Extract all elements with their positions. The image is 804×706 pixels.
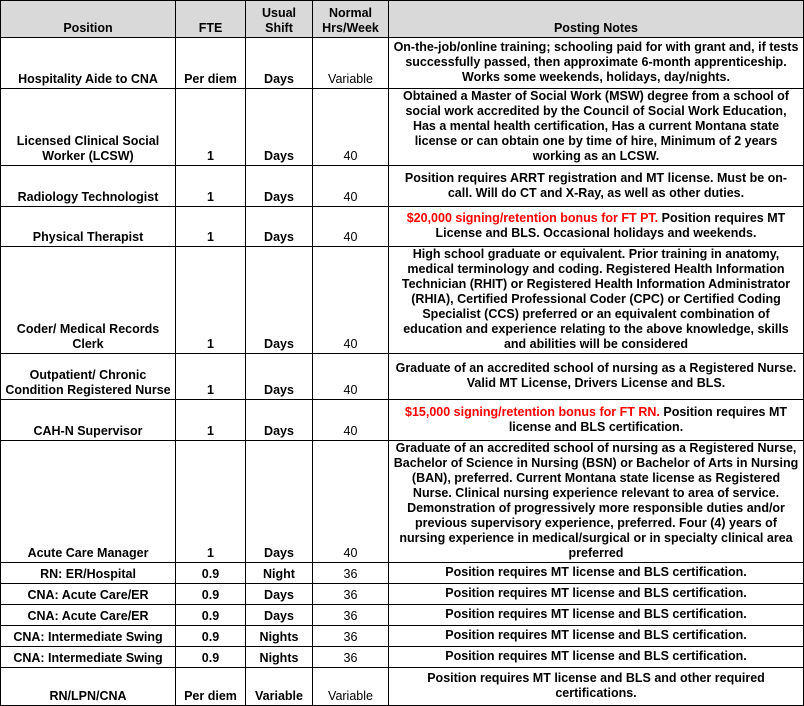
- hours-cell: Variable: [313, 38, 389, 89]
- posting-notes-text: Position requires MT license and BLS certification.: [445, 628, 747, 642]
- table-row: [1, 354, 804, 400]
- shift-cell: Days: [246, 89, 313, 166]
- posting-notes-cell: [389, 247, 804, 354]
- posting-notes-text: Graduate of an accredited school of nursing as a Registered Nurse, Bachelor of Science in Nursing (BSN) or Bachelor of Arts in Nursing (BAN), preferred. Current Montana state license as Registered Nurse. Clinical nursing experience relevant to area of service. Demonstration of progressively more responsible duties and/or previous supervisory experience, preferred. Four (4) years of nursing experience in medical/surgical or in specialty clinical area preferred: [393, 441, 799, 560]
- shift-cell: Days: [246, 441, 313, 563]
- table-row: [1, 626, 804, 647]
- fte-cell: 1: [176, 247, 246, 354]
- shift-cell: Days: [246, 207, 313, 247]
- shift-cell: Nights: [246, 626, 313, 647]
- table-row: [1, 584, 804, 605]
- hours-cell: 40: [313, 354, 389, 400]
- posting-notes-text: On-the-job/online training; schooling paid for with grant and, if tests successfully passed, then approximate 6-month apprenticeship. Works some weekends, holidays, day/nights.: [393, 40, 799, 84]
- position-cell: CNA: Acute Care/ER: [1, 584, 176, 605]
- table-row: [1, 563, 804, 584]
- hours-cell: 40: [313, 166, 389, 207]
- position-cell: Radiology Technologist: [1, 166, 176, 207]
- header-usual-shift: Usual Shift: [246, 1, 313, 38]
- fte-cell: 0.9: [176, 605, 246, 626]
- shift-cell: Days: [246, 400, 313, 441]
- shift-cell: Night: [246, 563, 313, 584]
- posting-notes-cell: [389, 605, 804, 626]
- posting-notes-cell: [389, 563, 804, 584]
- hours-cell: 40: [313, 441, 389, 563]
- table-row: [1, 400, 804, 441]
- posting-notes-cell: [389, 584, 804, 605]
- posting-notes-text: High school graduate or equivalent. Prior training in anatomy, medical terminology and coding. Registered Health Information Technician (RHIT) or Registered Health Information Administrator (RHIA), Certified Professional Coder (CPC) or Certified Coding Specialist (CCS) preferred or an equivalent combination of education and experience relating to the above knowledge, skills and abilities will be considered: [401, 247, 791, 351]
- position-cell: Licensed Clinical Social Worker (LCSW): [1, 89, 176, 166]
- posting-notes-cell: [389, 89, 804, 166]
- hours-cell: 36: [313, 563, 389, 584]
- hours-cell: 36: [313, 647, 389, 668]
- posting-notes-text: Position requires MT license and BLS certification.: [445, 586, 747, 600]
- table-row: [1, 207, 804, 247]
- shift-cell: Days: [246, 38, 313, 89]
- header-position: Position: [1, 1, 176, 38]
- position-cell: Physical Therapist: [1, 207, 176, 247]
- fte-cell: Per diem: [176, 668, 246, 706]
- position-cell: Hospitality Aide to CNA: [1, 38, 176, 89]
- shift-cell: Days: [246, 354, 313, 400]
- header-normal-hours: Normal Hrs/Week: [313, 1, 389, 38]
- posting-notes-text: Position requires MT license and BLS certification.: [445, 607, 747, 621]
- shift-cell: Days: [246, 247, 313, 354]
- header-posting-notes: Posting Notes: [389, 1, 804, 38]
- position-cell: CNA: Intermediate Swing: [1, 626, 176, 647]
- hours-cell: 40: [313, 400, 389, 441]
- fte-cell: 0.9: [176, 563, 246, 584]
- hours-cell: 36: [313, 605, 389, 626]
- posting-notes-text: Position requires ARRT registration and MT license. Must be on-call. Will do CT and X-Ray, as well as other duties.: [404, 170, 788, 200]
- posting-notes-cell: [389, 207, 804, 247]
- header-row: [1, 1, 804, 38]
- fte-cell: 1: [176, 207, 246, 247]
- table-row: [1, 38, 804, 89]
- posting-notes-cell: [389, 38, 804, 89]
- posting-notes-cell: [389, 166, 804, 207]
- shift-cell: Nights: [246, 647, 313, 668]
- hours-cell: 40: [313, 207, 389, 247]
- fte-cell: 0.9: [176, 647, 246, 668]
- table-row: [1, 441, 804, 563]
- posting-notes-cell: [389, 400, 804, 441]
- position-cell: CNA: Acute Care/ER: [1, 605, 176, 626]
- position-cell: RN: ER/Hospital: [1, 563, 176, 584]
- header-fte: FTE: [176, 1, 246, 38]
- hours-cell: Variable: [313, 668, 389, 706]
- posting-notes-cell: [389, 626, 804, 647]
- position-cell: CAH-N Supervisor: [1, 400, 176, 441]
- hours-cell: 40: [313, 247, 389, 354]
- fte-cell: 0.9: [176, 626, 246, 647]
- fte-cell: 1: [176, 400, 246, 441]
- fte-cell: Per diem: [176, 38, 246, 89]
- posting-notes-text: Position requires MT License and BLS. Occasional holidays and weekends.: [435, 211, 786, 240]
- fte-cell: 1: [176, 354, 246, 400]
- posting-notes-text: Position requires MT license and BLS and other required certifications.: [427, 671, 765, 700]
- hours-cell: 36: [313, 584, 389, 605]
- posting-notes-cell: [389, 441, 804, 563]
- table-row: [1, 247, 804, 354]
- table-body: [1, 38, 804, 706]
- shift-cell: Variable: [246, 668, 313, 706]
- table-row: [1, 668, 804, 706]
- fte-cell: 0.9: [176, 584, 246, 605]
- posting-notes-text: Graduate of an accredited school of nursing as a Registered Nurse. Valid MT License, Drivers License and BLS.: [395, 361, 797, 390]
- shift-cell: Days: [246, 605, 313, 626]
- shift-cell: Days: [246, 584, 313, 605]
- posting-notes-cell: [389, 647, 804, 668]
- position-cell: Outpatient/ Chronic Condition Registered Nurse: [1, 354, 176, 400]
- table-row: [1, 605, 804, 626]
- hours-cell: 36: [313, 626, 389, 647]
- posting-notes-text: Position requires MT license and BLS certification.: [508, 404, 787, 434]
- posting-notes-text: Position requires MT license and BLS certification.: [445, 649, 747, 663]
- posting-notes-text: Position requires MT license and BLS certification.: [445, 565, 747, 579]
- hours-cell: 40: [313, 89, 389, 166]
- position-cell: CNA: Intermediate Swing: [1, 647, 176, 668]
- signing-bonus-text: $20,000 signing/retention bonus for FT PT.: [406, 211, 659, 225]
- shift-cell: Days: [246, 166, 313, 207]
- table-row: [1, 89, 804, 166]
- posting-notes-cell: [389, 668, 804, 706]
- fte-cell: 1: [176, 89, 246, 166]
- position-cell: RN/LPN/CNA: [1, 668, 176, 706]
- fte-cell: 1: [176, 441, 246, 563]
- position-cell: Acute Care Manager: [1, 441, 176, 563]
- table-row: [1, 647, 804, 668]
- table-row: [1, 166, 804, 207]
- posting-notes-cell: [389, 354, 804, 400]
- position-cell: Coder/ Medical Records Clerk: [1, 247, 176, 354]
- signing-bonus-text: $15,000 signing/retention bonus for FT RN.: [405, 404, 660, 419]
- fte-cell: 1: [176, 166, 246, 207]
- posting-notes-text: Obtained a Master of Social Work (MSW) degree from a school of social work accredited by the Council of Social Work Education, Has a mental health certification, Has a current Montana state license or can obtain one by time of hire, Minimum of 2 years working as an LCSW.: [403, 89, 789, 163]
